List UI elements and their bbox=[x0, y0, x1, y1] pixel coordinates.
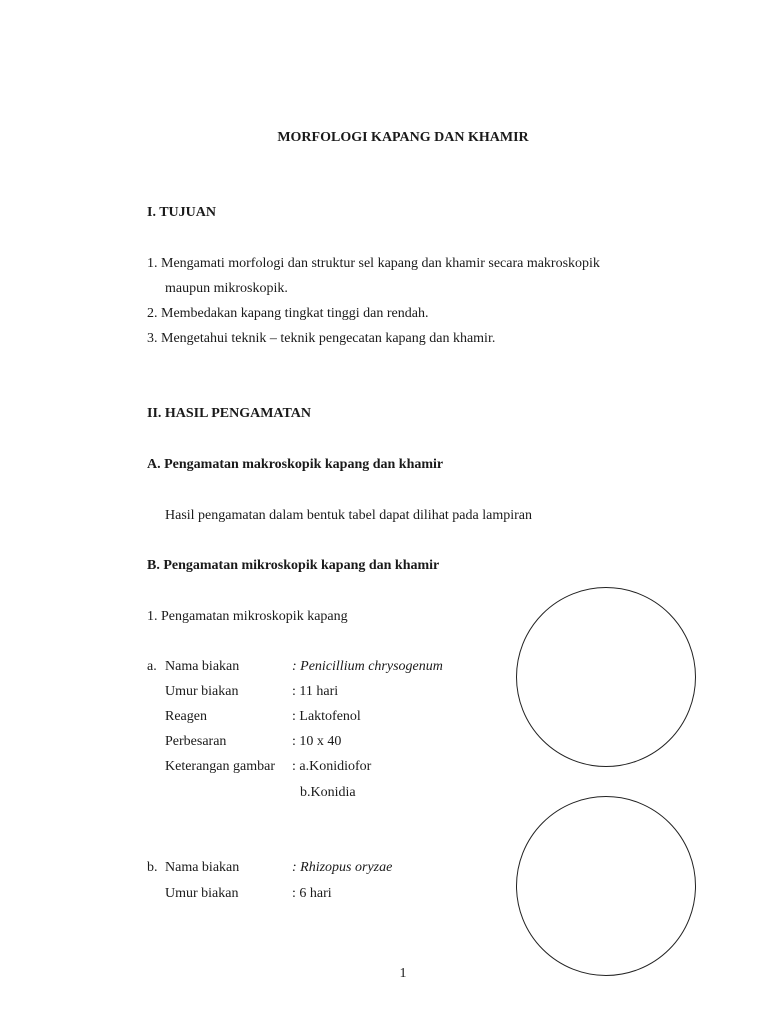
entry-a-value-nama: : Penicillium chrysogenum bbox=[292, 659, 443, 674]
entry-b-value-umur: : 6 hari bbox=[292, 886, 332, 901]
drawing-circle-b bbox=[516, 796, 696, 976]
drawing-circle-a bbox=[516, 587, 696, 767]
tujuan-item-1-cont: maupun mikroskopik. bbox=[165, 281, 288, 296]
entry-a-value-keterangan: : a.Konidiofor bbox=[292, 759, 372, 774]
entry-a-value-reagen: : Laktofenol bbox=[292, 709, 361, 724]
kapang-item-1: 1. Pengamatan mikroskopik kapang bbox=[147, 609, 348, 624]
document-title: MORFOLOGI KAPANG DAN KHAMIR bbox=[277, 130, 529, 145]
entry-b-label-nama: Nama biakan bbox=[165, 860, 240, 875]
entry-a-label-reagen: Reagen bbox=[165, 709, 207, 724]
entry-a-label-keterangan: Keterangan gambar bbox=[165, 759, 275, 774]
entry-b-value-nama: : Rhizopus oryzae bbox=[292, 860, 393, 875]
page-number: 1 bbox=[399, 966, 407, 981]
entry-a-label-nama: Nama biakan bbox=[165, 659, 240, 674]
entry-a-label-perbesaran: Perbesaran bbox=[165, 734, 227, 749]
entry-a-label-umur: Umur biakan bbox=[165, 684, 239, 699]
tujuan-item-2: 2. Membedakan kapang tingkat tinggi dan rendah. bbox=[147, 306, 429, 321]
entry-a-marker: a. bbox=[147, 659, 157, 674]
entry-a-value-umur: : 11 hari bbox=[292, 684, 339, 699]
sub-a-heading: A. Pengamatan makroskopik kapang dan khamir bbox=[147, 457, 444, 472]
tujuan-item-1: 1. Mengamati morfologi dan struktur sel kapang dan khamir secara makroskopik bbox=[147, 256, 600, 271]
section-tujuan-heading: I. TUJUAN bbox=[147, 205, 216, 220]
section-hasil-heading: II. HASIL PENGAMATAN bbox=[147, 406, 312, 421]
tujuan-item-3: 3. Mengetahui teknik – teknik pengecatan kapang dan khamir. bbox=[147, 331, 496, 346]
entry-a-value-perbesaran: : 10 x 40 bbox=[292, 734, 342, 749]
entry-a-value-konidia: b.Konidia bbox=[300, 785, 356, 800]
entry-b-marker: b. bbox=[147, 860, 158, 875]
sub-a-text: Hasil pengamatan dalam bentuk tabel dapat dilihat pada lampiran bbox=[165, 508, 532, 523]
sub-b-heading: B. Pengamatan mikroskopik kapang dan khamir bbox=[147, 558, 440, 573]
entry-b-label-umur: Umur biakan bbox=[165, 886, 239, 901]
